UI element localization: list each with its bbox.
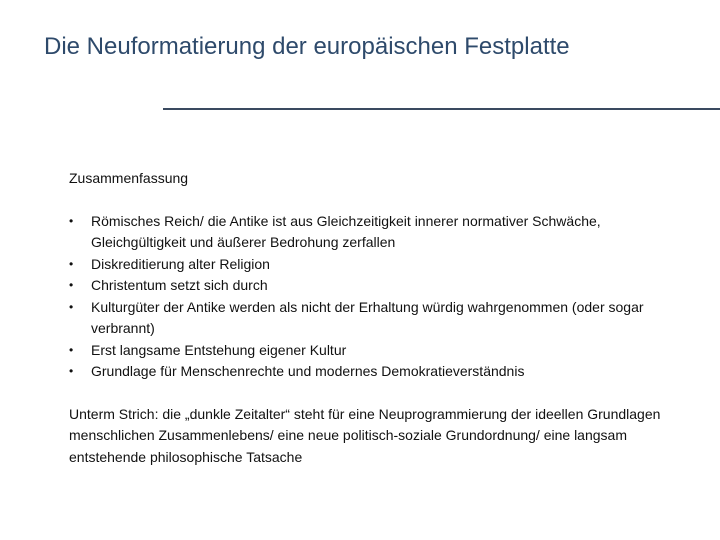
bullet-text: Kulturgüter der Antike werden als nicht der Erhaltung würdig wahrgenommen (oder sogar verbrannt) bbox=[91, 298, 644, 336]
bullet-text: Christentum setzt sich durch bbox=[91, 277, 268, 293]
bullet-icon: • bbox=[69, 278, 74, 292]
slide-content bbox=[69, 168, 669, 468]
bullet-text: Erst langsame Entstehung eigener Kultur bbox=[91, 341, 347, 358]
bullet-icon: • bbox=[69, 213, 74, 228]
bullet-item bbox=[69, 297, 669, 340]
bullet-icon: • bbox=[69, 342, 74, 357]
bullet-item bbox=[69, 254, 669, 276]
title-underline-divider bbox=[163, 108, 720, 110]
bullet-item bbox=[69, 361, 669, 383]
section-heading: Zusammenfassung bbox=[69, 170, 189, 186]
bullet-item bbox=[69, 340, 669, 362]
bullet-list bbox=[69, 211, 669, 383]
bullet-icon: • bbox=[69, 299, 74, 314]
bullet-item bbox=[69, 275, 669, 297]
slide-title: Die Neuformatierung der europäischen Festplatte bbox=[44, 33, 570, 60]
bullet-icon: • bbox=[69, 364, 74, 378]
bullet-text: Römisches Reich/ die Antike ist aus Gleichzeitigkeit innerer normativer Schwäche, Gleichgültigkeit und äußerer Bedrohung zerfallen bbox=[91, 212, 601, 250]
bullet-item bbox=[69, 211, 669, 254]
bullet-text: Grundlage für Menschenrechte und modernes Demokratieverständnis bbox=[91, 363, 525, 379]
bullet-text: Diskreditierung alter Religion bbox=[91, 255, 270, 272]
summary-paragraph: Unterm Strich: die „dunkle Zeitalter“ steht für eine Neuprogrammierung der ideellen Grundlagen menschlichen Zusammenlebens/ eine neue politisch-soziale Grundordnung/ eine langsam entstehende philosophische Tatsache bbox=[69, 405, 661, 465]
bullet-icon: • bbox=[69, 256, 74, 271]
